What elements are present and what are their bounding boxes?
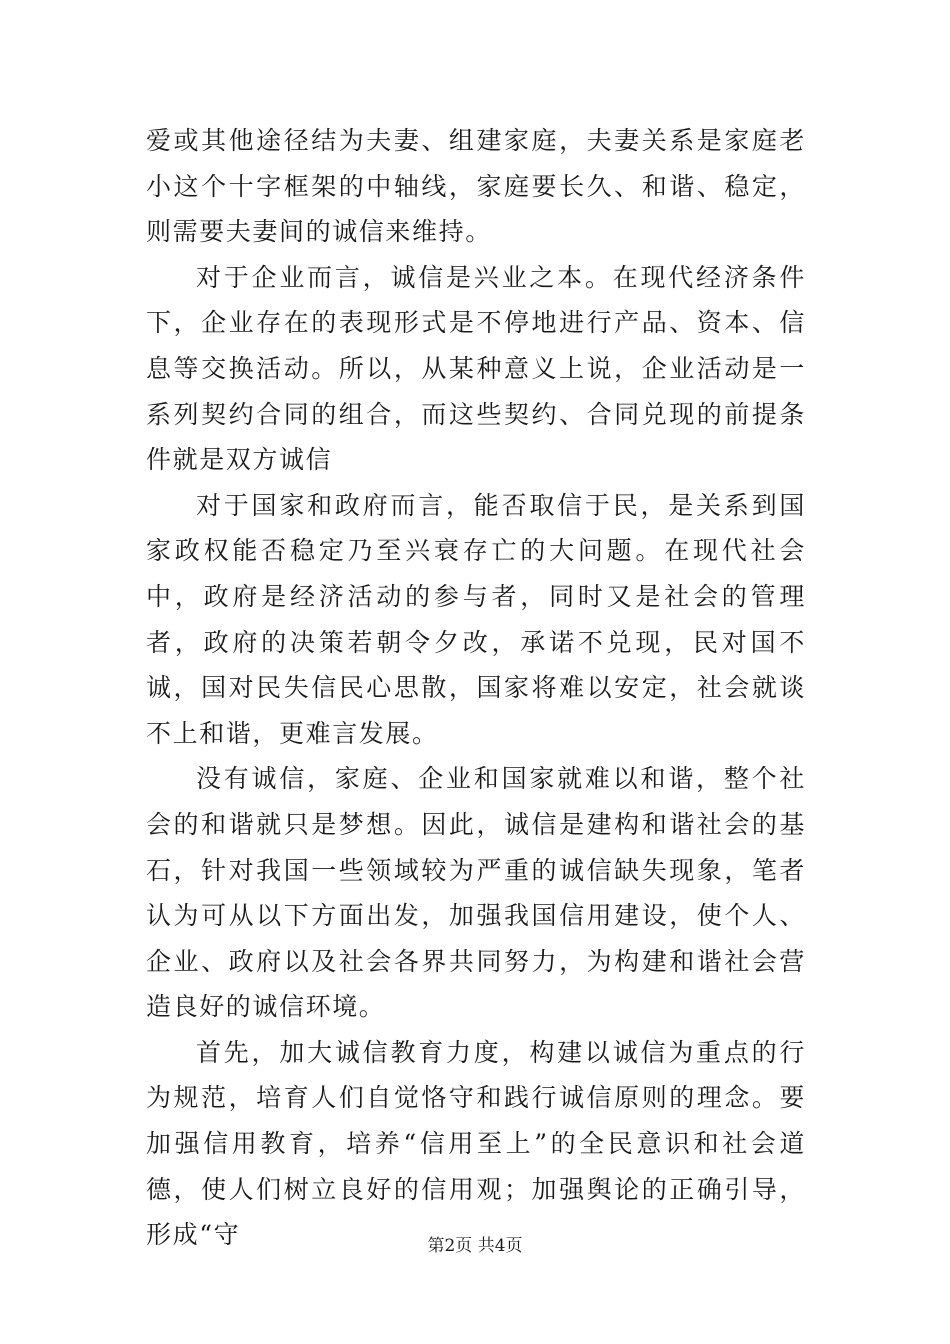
paragraph-1: 爱或其他途径结为夫妻、组建家庭，夫妻关系是家庭老小这个十字框架的中轴线，家庭要长久、和谐、稳定，则需要夫妻间的诚信来维持。 — [146, 126, 806, 247]
paragraph-5: 首先，加大诚信教育力度，构建以诚信为重点的行为规范，培育人们自觉恪守和践行诚信原则的理念。要加强信用教育，培养“信用至上”的全民意识和社会道德，使人们树立良好的信用观；加强舆论的正确引导，形成“守 — [146, 1037, 806, 1250]
paragraph-4: 没有诚信，家庭、企业和国家就难以和谐，整个社会的和谐就只是梦想。因此，诚信是建构和谐社会的基石，针对我国一些领域较为严重的诚信缺失现象，笔者认为可从以下方面出发，加强我国信用建设，使个人、企业、政府以及社会各界共同努力，为构建和谐社会营造良好的诚信环境。 — [146, 764, 806, 1022]
paragraph-3: 对于国家和政府而言，能否取信于民，是关系到国家政权能否稳定乃至兴衰存亡的大问题。在现代社会中，政府是经济活动的参与者，同时又是社会的管理者，政府的决策若朝令夕改，承诺不兑现，民对国不诚，国对民失信民心思散，国家将难以安定，社会就谈不上和谐，更难言发展。 — [146, 490, 806, 748]
body-text — [146, 118, 806, 1258]
page-number-footer: 第2页 共4页 — [427, 1236, 523, 1256]
paragraph-2: 对于企业而言，诚信是兴业之本。在现代经济条件下，企业存在的表现形式是不停地进行产品、资本、信息等交换活动。所以，从某种意义上说，企业活动是一系列契约合同的组合，而这些契约、合同兑现的前提条件就是双方诚信 — [146, 262, 806, 475]
